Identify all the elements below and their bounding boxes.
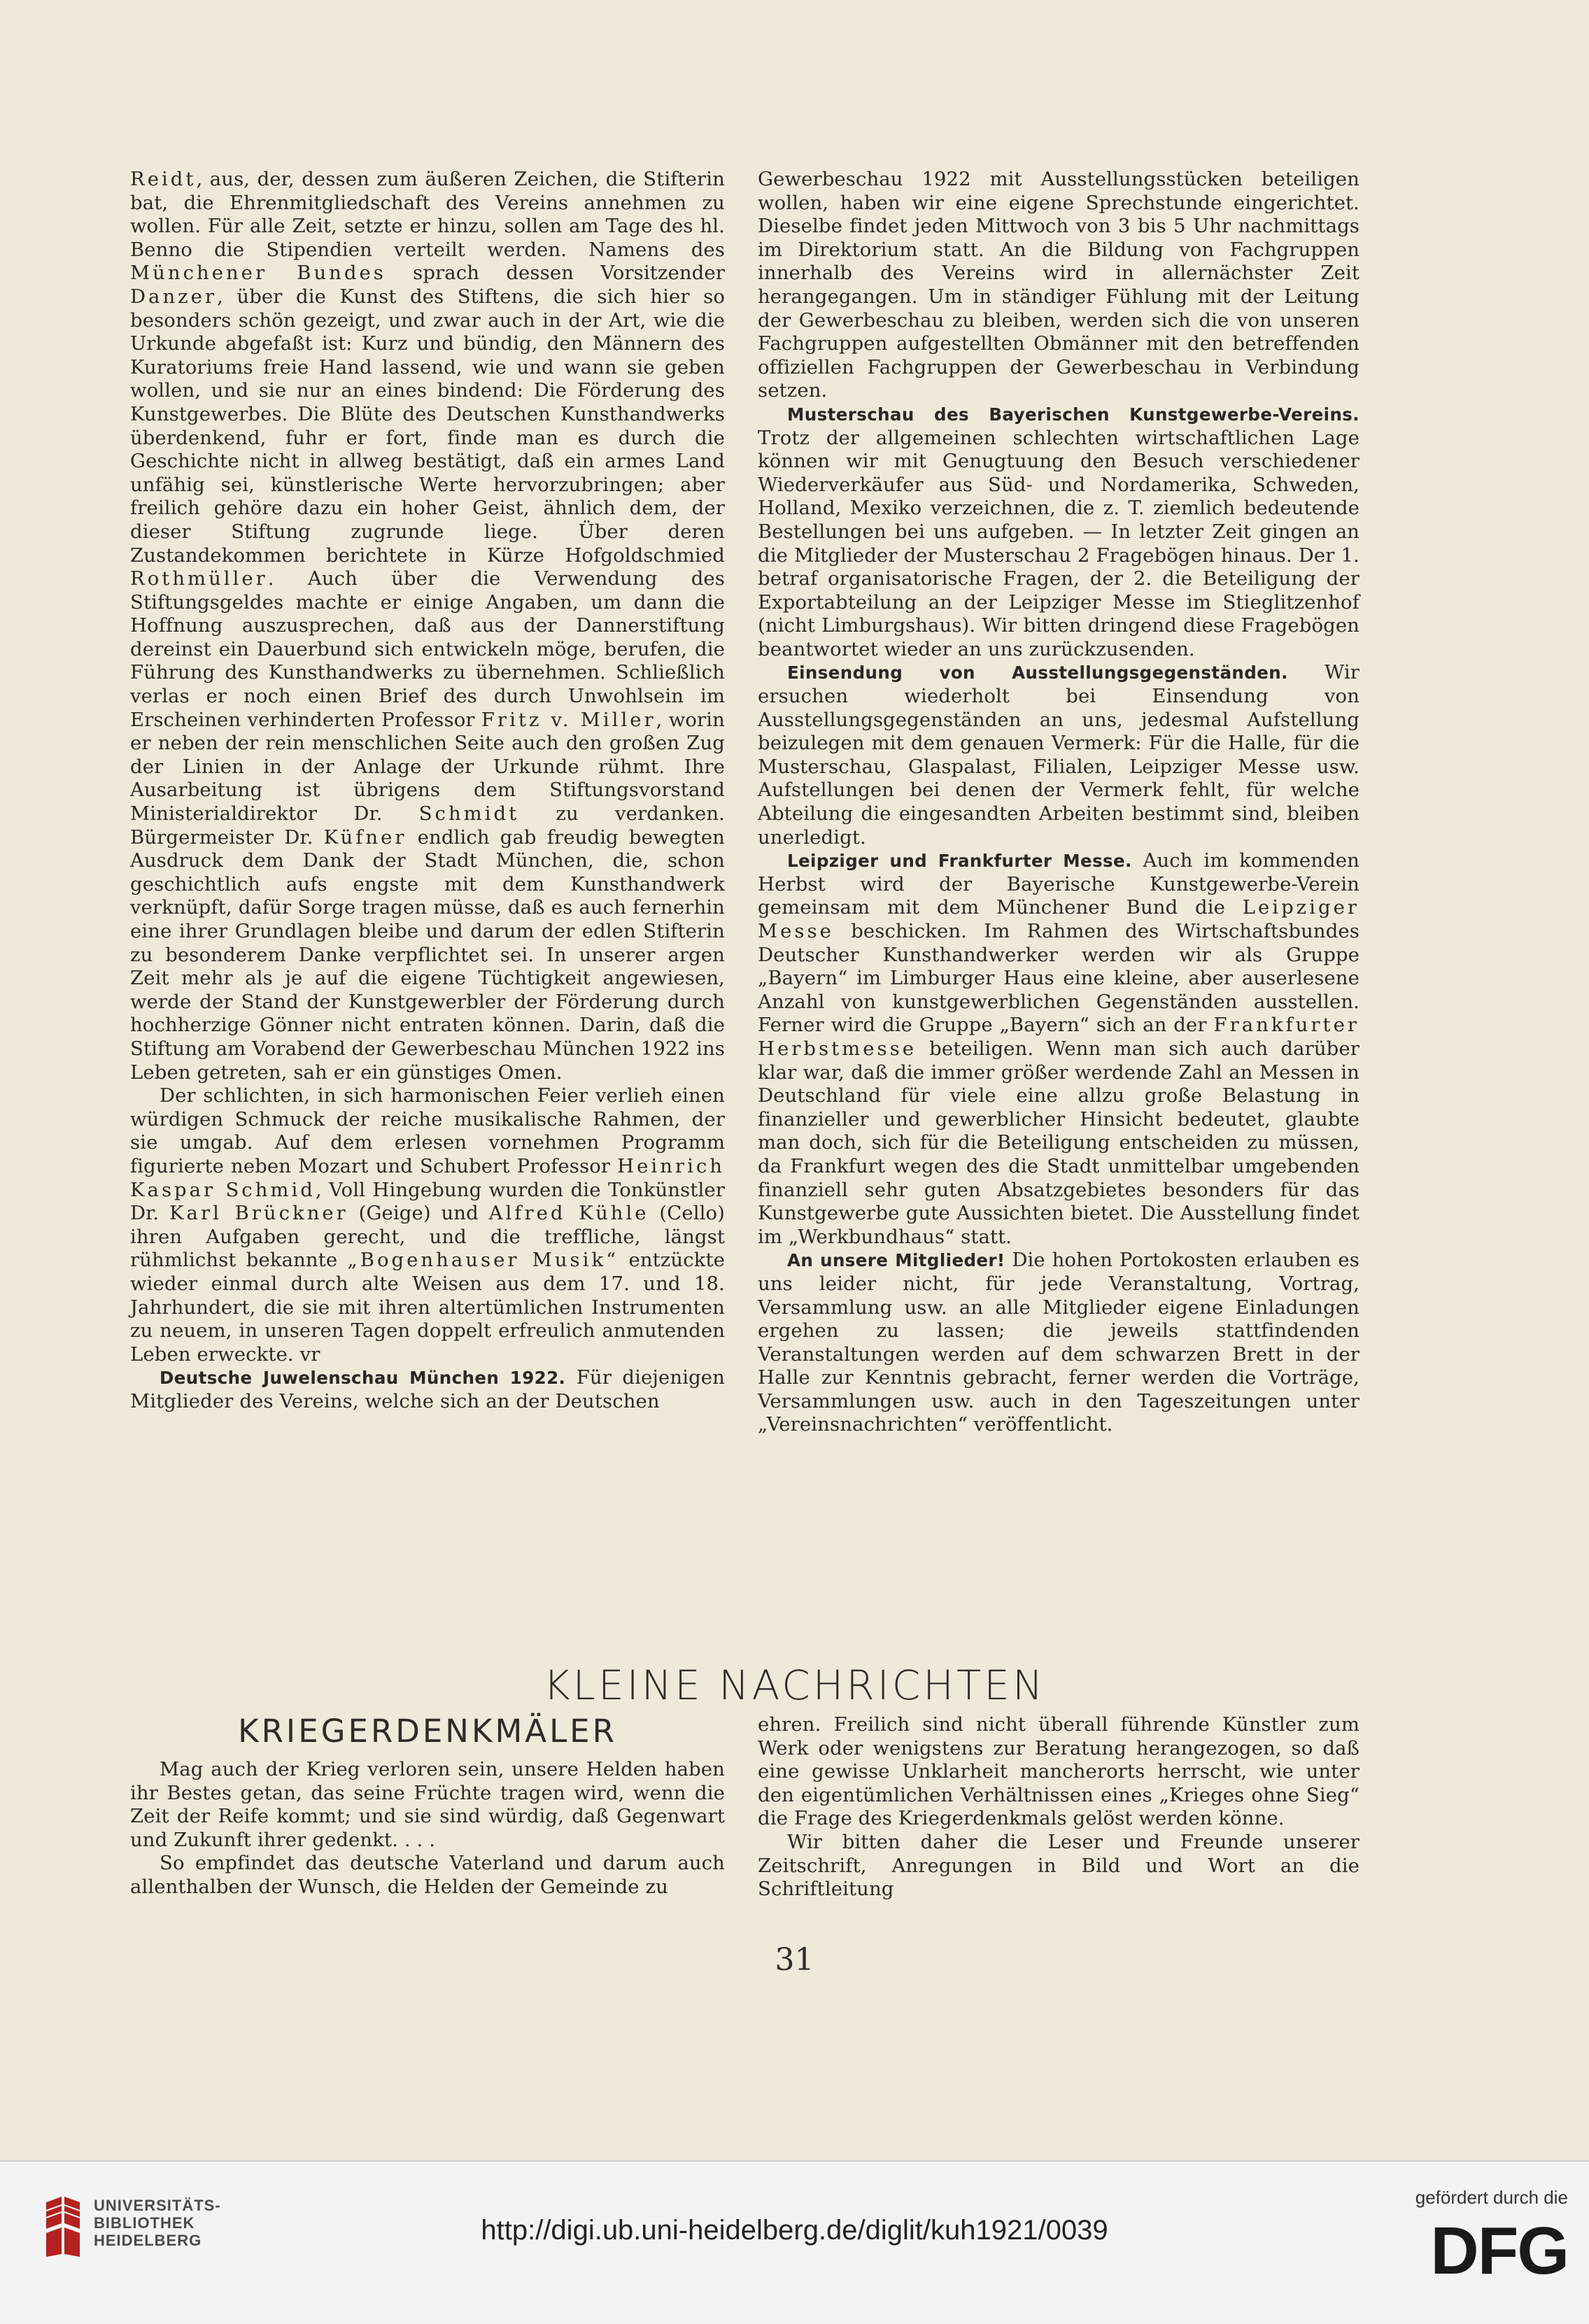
text-run: Wir bitten daher die Leser und Freunde unserer Zeitschrift, Anregungen in Bild und Wort an die Schriftleitung — [758, 1830, 1360, 1901]
paragraph — [130, 1084, 725, 1366]
text-run: . Auch über die Verwendung des Stiftungsgeldes machte er einige Angaben, um dann die Hoffnung auszusprechen, daß aus der Dannerstiftung dereinst ein Dauerbund sich entwickeln möge, berufen, die Führung des Kunsthandwerks zu übernehmen. Schließlich verlas er noch einen Brief des durch Unwohlsein im Erscheinen verhinderten Professor — [130, 567, 725, 731]
paragraph-heading: An unsere Mitglieder! — [787, 1250, 1005, 1271]
page-number: 31 — [775, 1942, 814, 1978]
text-run: (Geige) und — [348, 1202, 489, 1225]
text-run: So empfindet das deutsche Vaterland und darum auch allenthalben der Wunsch, die Helden der Gemeinde zu — [130, 1852, 725, 1898]
text-run: Die hohen Portokosten erlauben es uns leider nicht, für jede Veranstaltung, Vortrag, Versammlung usw. an alle Mitglieder eigene Einladungen ergehen zu lassen; die jeweils stattfindenden Veranstaltungen werden auf dem schwarzen Brett in der Halle zur Kenntnis gebracht, ferner werden die Vorträge, Versammlungen usw. auch in den Tageszeitungen unter „Vereinsnachrichten“ veröffentlicht. — [758, 1249, 1360, 1436]
paragraph — [758, 403, 1360, 662]
dfg-logo[interactable]: DFG — [1430, 2213, 1568, 2288]
spaced-name: Küfner — [323, 826, 407, 849]
text-run: , über die Kunst des Stiftens, die sich hier so besonders schön gezeigt, und zwar auch in der Art, wie die Urkunde abgefaßt ist: Kurz und bündig, den Männern des Kuratoriums freie Hand lassend, wie und wann sie geben wollen, und sie nur an eines bindend: Die Förderung des Kunstgewerbes. Die Blüte des Deutschen Kunsthandwerks überdenkend, fuhr er fort, finde man es durch die Geschichte nicht in allweg bestätigt, daß ein armes Land unfähig sei, künstlerische Werte hervorzubringen; aber freilich gehöre dazu ein hoher Geist, ähnlich dem, der dieser Stiftung zugrunde liege. Über deren Zustandekommen berichtete in Kürze Hofgoldschmied — [130, 285, 725, 567]
spaced-name: Münchener Bundes — [130, 262, 386, 285]
text-run: Wir ersuchen wiederholt bei Einsendung von Ausstellungsgegenständen an uns, jedesmal Aufstellung beizulegen mit dem genauen Vermerk: Für die Halle, für die Musterschau, Glaspalast, Filialen, Leipziger Messe usw. Aufstellungen bei denen der Vermerk fehlt, für welche Abteilung die eingesandten Arbeiten bestimmt sind, bleiben unerledigt. — [758, 661, 1360, 849]
paragraph — [758, 661, 1360, 849]
spaced-name: Fritz v. Miller — [481, 708, 656, 731]
paragraph — [130, 1852, 725, 1899]
library-line-2: BIBLIOTHEK — [94, 2214, 195, 2232]
text-run: beschicken. Im Rahmen des Wirtschaftsbundes Deutscher Kunsthandwerker werden wir als Gruppe „Bayern“ im Limburger Haus eine kleine, aber auserlesene Anzahl von kunstgewerblichen Gegenständen ausstellen. Ferner wird die Gruppe „Bayern“ sich an der — [758, 920, 1360, 1037]
paragraph-heading: Leipziger und Frankfurter Messe. — [787, 851, 1132, 872]
paragraph — [758, 1249, 1360, 1437]
text-run: zu verdanken. Bürgermeister Dr. — [130, 802, 725, 849]
paragraph — [758, 1713, 1360, 1831]
subsection-title: KRIEGERDENKMÄLER — [238, 1713, 617, 1750]
spaced-name: Schmidt — [418, 802, 520, 826]
text-run: beteiligen. Wenn man sich auch darüber klar war, daß die immer größer werdende Zahl an Messen in Deutschland für viele eine allzu große Belastung in finanzieller und gewerblicher Hinsicht bedeutet, glaubte man doch, sich für die Beteiligung entscheiden zu müssen, da Frankfurt wegen des die Stadt unmittelbar umgebenden finanziell sehr guten Absatzgebietes besonders für das Kunstgewerbe gute Aussichten bietet. Die Ausstellung findet im „Werkbundhaus“ statt. — [758, 1037, 1360, 1248]
paragraph-heading: Musterschau des Bayerischen Kunstgewerbe-Vereins. — [787, 404, 1360, 425]
text-run: Auch im kommenden Herbst wird der Bayerische Kunstgewerbe-Verein gemeinsam mit dem Münchener Bund die — [758, 849, 1360, 919]
text-run: Mag auch der Krieg verloren sein, unsere Helden haben ihr Bestes getan, das seine Früchte tragen wird, wenn die Zeit der Reife kommt; und sie sind würdig, daß Gegenwart und Zukunft ihrer gedenkt. . . . — [130, 1758, 725, 1851]
text-run: , worin er neben der rein menschlichen Seite auch den großen Zug der Linien in der Anlage der Urkunde rühmt. Ihre Ausarbeitung ist übrigens dem Stiftungsvorstand Ministerialdirektor Dr. — [130, 708, 725, 826]
spaced-name: Alfred Kühle — [488, 1202, 649, 1225]
text-run: ehren. Freilich sind nicht überall führende Künstler zum Werk oder wenigstens zur Beratung herangezogen, so daß eine gewisse Unklarheit mancherorts herrscht, wie unter den eigentümlichen Verhältnissen eines „Krieges ohne Sieg“ die Frage des Kriegerdenkmals gelöst werden könne. — [758, 1713, 1360, 1830]
paragraph — [130, 168, 725, 1084]
right-text-column — [758, 168, 1360, 1437]
paragraph — [130, 1366, 725, 1413]
text-run: Trotz der allgemeinen schlechten wirtschaftlichen Lage können wir mit Genugtuung den Besuch verschiedener Wiederverkäufer aus Süd- und Nordamerika, Schweden, Holland, Mexiko verzeichnen, die z. T. ziemlich bedeutende Bestellungen bei uns aufgeben. — In letzter Zeit gingen an die Mitglieder der Musterschau 2 Fragebögen hinaus. Der 1. betraf organisatorische Fragen, der 2. die Beteiligung der Exportabteilung an der Leipziger Messe im Stieglitzenhof (nicht Limburgshaus). Wir bitten dringend diese Fragebögen beantwortet wieder an uns zurückzusenden. — [758, 426, 1360, 660]
spaced-name: Karl Brückner — [169, 1202, 348, 1225]
library-line-1: UNIVERSITÄTS- — [94, 2197, 221, 2214]
text-run: sprach dessen Vorsitzender — [386, 262, 725, 285]
text-run: endlich gab freudig bewegten Ausdruck dem Dank der Stadt München, die, schon geschichtlich aufs engste mit dem Kunsthandwerk verknüpft, dafür Sorge tragen müsse, daß es auch fernerhin eine ihrer Grundlagen bleibe und darum der edlen Stifterin zu besonderem Danke verpflichtet sei. In unserer argen Zeit mehr als je auf die eigene Tüchtigkeit angewiesen, werde der Stand der Kunstgewerbler der Förderung durch hochherzige Gönner nicht entraten können. Darin, daß die Stiftung am Vorabend der Gewerbeschau München 1922 ins Leben getreten, sah er ein günstiges Omen. — [130, 826, 725, 1084]
paragraph — [758, 1831, 1360, 1901]
paragraph-heading: Deutsche Juwelenschau München 1922. — [160, 1368, 566, 1389]
spaced-name: Reidt — [130, 168, 197, 190]
bottom-right-text-column — [758, 1713, 1360, 1901]
text-run: (Cello) ihren Aufgaben gerecht, und die treffliche, längst rühmlichst bekannte — [130, 1202, 725, 1272]
library-line-3: HEIDELBERG — [94, 2232, 202, 2249]
text-run: , Voll Hingebung wurden die Tonkünstler Dr. — [130, 1178, 725, 1225]
paragraph — [758, 168, 1360, 403]
spaced-name: Rothmüller — [130, 567, 268, 590]
paragraph — [130, 1758, 725, 1852]
permalink-url[interactable]: http://digi.ub.uni-heidelberg.de/diglit/kuh1921/0039 — [481, 2215, 1108, 2246]
footer-divider — [0, 2160, 1589, 2162]
funding-note: gefördert durch die — [1415, 2187, 1568, 2208]
spaced-name: Danzer — [130, 285, 218, 308]
section-title: KLEINE NACHRICHTEN — [543, 1661, 1046, 1709]
text-run: Für diejenigen Mitglieder des Vereins, welche sich an der Deutschen — [130, 1366, 725, 1412]
spaced-name: Heinrich Kaspar Schmid — [130, 1154, 725, 1201]
left-text-column — [130, 168, 725, 1413]
bottom-left-text-column — [130, 1758, 725, 1899]
spaced-name: Leipziger Messe — [758, 896, 1360, 942]
paragraph-heading: Einsendung von Ausstellungsgegenständen. — [787, 663, 1288, 683]
text-run: Gewerbeschau 1922 mit Ausstellungsstücken beteiligen wollen, haben wir eine eigene Sprechstunde eingerichtet. Dieselbe findet jeden Mittwoch von 3 bis 5 Uhr nachmittags im Direktorium statt. An die Bildung von Fachgruppen innerhalb des Vereins wird in allernächster Zeit herangegangen. Um in ständiger Fühlung mit der Leitung der Gewerbeschau zu bleiben, werden sich die von unseren Fachgruppen aufgestellten Obmänner mit den betreffenden offiziellen Fachgruppen der Gewerbeschau in Verbindung setzen. — [758, 168, 1360, 402]
paragraph — [758, 849, 1360, 1249]
spaced-name: „Bogenhauser Musik“ — [347, 1249, 619, 1272]
spaced-name: Frankfurter Herbstmesse — [758, 1014, 1360, 1060]
text-run: Der schlichten, in sich harmonischen Feier verlieh einen würdigen Schmuck der reiche musikalische Rahmen, der sie umgab. Auf dem erlesen vornehmen Programm figurierte neben Mozart und Schubert Professor — [130, 1084, 725, 1177]
text-run: , aus, der, dessen zum äußeren Zeichen, die Stifterin bat, die Ehrenmitgliedschaft des Vereins annehmen zu wollen. Für alle Zeit, setzte er hinzu, sollen am Tage des hl. Benno die Stipendien verteilt werden. Namens des — [130, 168, 725, 261]
text-run: entzückte wieder einmal durch alte Weisen aus dem 17. und 18. Jahrhundert, die sie mit ihren altertümlichen Instrumenten zu neuem, in unseren Tagen doppelt erfreulich anmutenden Leben erweckte. vr — [130, 1249, 725, 1366]
